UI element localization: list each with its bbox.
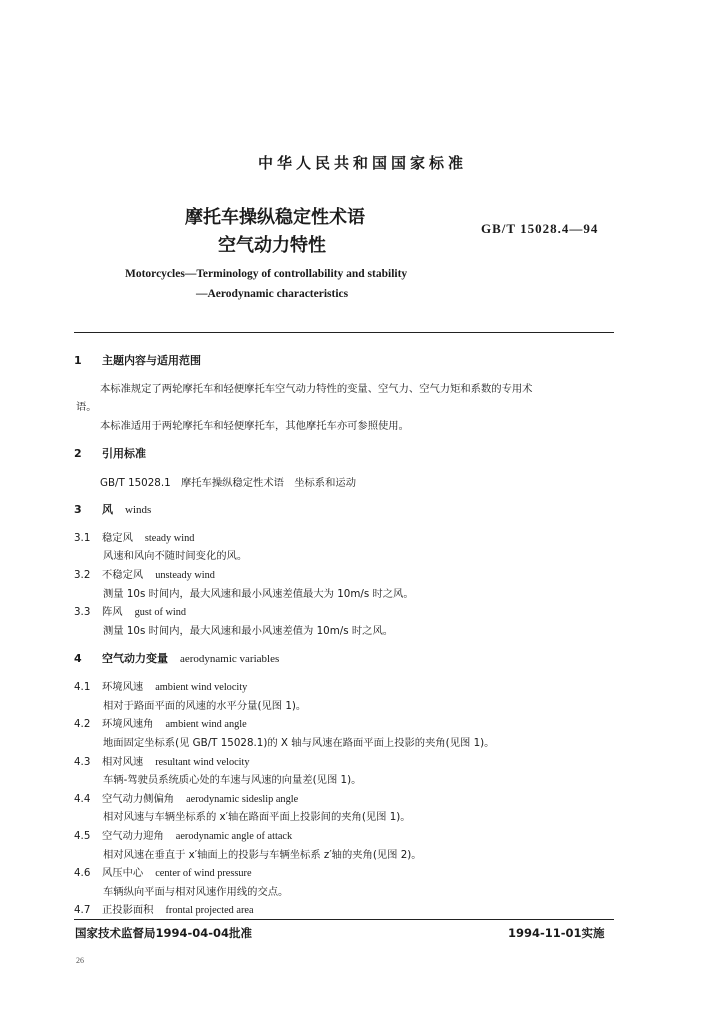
term-3-1-definition: 风速和风向不随时间变化的风。 (103, 550, 248, 562)
document-title-cn-line1: 摩托车操纵稳定性术语 (185, 207, 365, 228)
term-en: center of wind pressure (155, 868, 252, 879)
section-title-en: aerodynamic variables (180, 653, 280, 665)
term-4-3 (74, 753, 250, 768)
section-1-paragraph-2: 本标准适用于两轮摩托车和轻便摩托车，其他摩托车亦可参照使用。 (100, 420, 409, 432)
section-2-heading (74, 445, 146, 461)
section-title: 引用标准 (102, 447, 146, 460)
section-title-en: winds (125, 504, 152, 516)
term-cn: 风压中心 (102, 867, 144, 879)
term-cn: 稳定风 (102, 532, 133, 544)
term-en: unsteady wind (155, 570, 215, 581)
term-3-1 (74, 529, 194, 544)
term-number: 3.1 (74, 532, 91, 544)
term-number: 4.3 (74, 756, 91, 768)
term-4-3-definition: 车辆-驾驶员系统质心处的车速与风速的向量差(见图 1)。 (103, 774, 362, 786)
page-number: 26 (76, 956, 84, 965)
term-4-5 (74, 827, 292, 842)
term-cn: 环境风速角 (102, 718, 154, 730)
section-1-paragraph-1-cont: 语。 (76, 401, 97, 413)
term-3-3-definition: 测量 10s 时间内，最大风速和最小风速差值为 10m/s 时之风。 (103, 625, 394, 637)
section-number: 1 (74, 354, 82, 367)
term-en: aerodynamic sideslip angle (186, 794, 299, 805)
term-cn: 环境风速 (102, 681, 144, 693)
term-en: aerodynamic angle of attack (175, 831, 293, 842)
term-4-6 (74, 864, 252, 879)
section-number: 2 (74, 447, 82, 460)
section-title: 主题内容与适用范围 (102, 354, 201, 367)
term-en: ambient wind velocity (155, 682, 248, 693)
standard-number: GB/T 15028.4—94 (481, 221, 599, 236)
section-title: 风 (102, 503, 113, 516)
term-4-6-definition: 车辆纵向平面与相对风速作用线的交点。 (103, 886, 289, 898)
term-3-3 (74, 603, 186, 618)
term-en: gust of wind (134, 607, 187, 618)
term-number: 4.2 (74, 718, 91, 730)
term-4-7 (74, 901, 254, 916)
term-number: 3.2 (74, 569, 91, 581)
term-cn: 阵风 (102, 606, 123, 618)
document-title-en-line2: —Aerodynamic characteristics (196, 288, 349, 300)
term-en: frontal projected area (165, 905, 254, 916)
term-4-2 (74, 715, 247, 730)
document-title-cn-line2: 空气动力特性 (218, 235, 326, 256)
section-3-heading (74, 501, 151, 517)
term-4-4-definition: 相对风速与车辆坐标系的 x′轴在路面平面上投影间的夹角(见图 1)。 (103, 811, 411, 823)
term-cn: 不稳定风 (102, 569, 144, 581)
term-en: resultant wind velocity (155, 757, 250, 768)
term-4-1-definition: 相对于路面平面的风速的水平分量(见图 1)。 (103, 700, 307, 712)
term-4-5-definition: 相对风速在垂直于 x′轴面上的投影与车辆坐标系 z′轴的夹角(见图 2)。 (103, 849, 422, 861)
implementation-date: 1994-11-01实施 (508, 926, 605, 940)
normative-reference: GB/T 15028.1 摩托车操纵稳定性术语 坐标系和运动 (100, 477, 356, 489)
section-number: 4 (74, 652, 82, 665)
term-4-4 (74, 790, 298, 805)
term-number: 4.4 (74, 793, 91, 805)
term-number: 4.7 (74, 904, 91, 916)
term-4-2-definition: 地面固定坐标系(见 GB/T 15028.1)的 X 轴与风速在路面平面上投影的夹角(见图 1)。 (103, 737, 495, 749)
term-3-2 (74, 566, 215, 581)
term-number: 4.6 (74, 867, 91, 879)
document-title-en-line1: Motorcycles—Terminology of controllability and stability (125, 268, 408, 280)
term-number: 4.1 (74, 681, 91, 693)
section-title: 空气动力变量 (102, 652, 168, 665)
term-4-1 (74, 678, 247, 693)
term-number: 3.3 (74, 606, 91, 618)
national-standard-title: 中华人民共和国国家标准 (257, 154, 467, 172)
header-divider (74, 332, 614, 333)
term-en: steady wind (144, 533, 195, 544)
section-4-heading (74, 650, 279, 666)
section-1-heading (74, 352, 201, 368)
section-number: 3 (74, 503, 82, 516)
section-1-paragraph-1: 本标准规定了两轮摩托车和轻便摩托车空气动力特性的变量、空气力、空气力矩和系数的专用术 (100, 383, 533, 395)
term-cn: 空气动力迎角 (102, 830, 164, 842)
term-cn: 空气动力侧偏角 (102, 793, 175, 805)
term-cn: 正投影面积 (102, 904, 154, 916)
term-3-2-definition: 测量 10s 时间内，最大风速和最小风速差值最大为 10m/s 时之风。 (103, 588, 414, 600)
term-number: 4.5 (74, 830, 91, 842)
term-cn: 相对风速 (102, 756, 144, 768)
term-en: ambient wind angle (165, 719, 247, 730)
footer-divider (74, 919, 614, 920)
approval-note: 国家技术监督局1994-04-04批准 (75, 926, 253, 940)
